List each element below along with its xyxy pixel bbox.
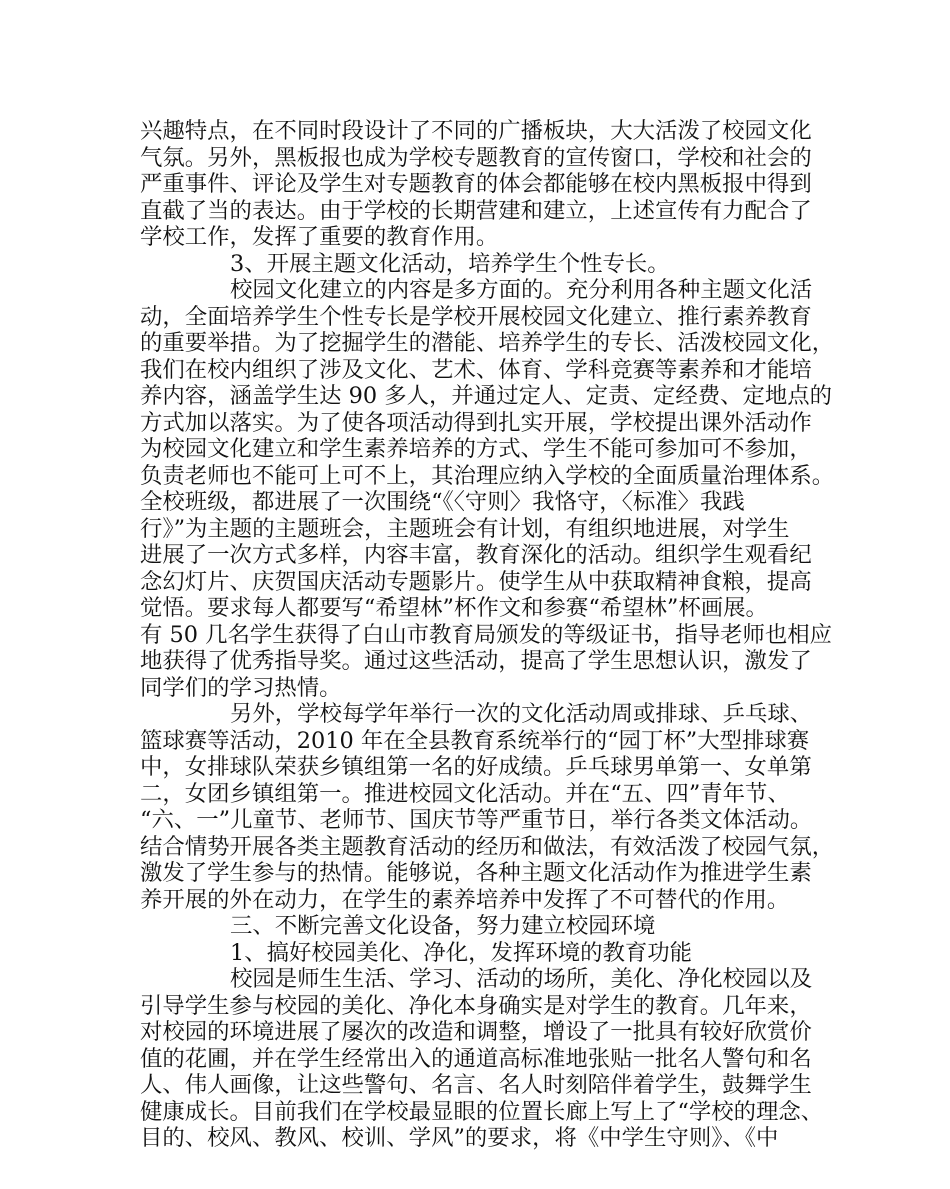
document-body <box>140 118 835 1152</box>
text-line: 3、开展主题文化活动，培养学生个性专长。 <box>230 250 670 277</box>
text-line: 校园是师生生活、学习、活动的场所，美化、净化校园以及 <box>230 966 813 992</box>
text-line: 健康成长。目前我们在学校最显眼的位置长廊上写上了“学校的理念、 <box>140 1098 824 1125</box>
text-line: 全校班级，都进展了一次围绕“《〈守则〉我恪守，〈标准〉我践 <box>140 489 745 515</box>
text-line: 对校园的环境进展了屡次的改造和调整，增设了一批具有较好欣赏价 <box>140 1019 812 1045</box>
text-line: 另外，学校每学年举行一次的文化活动周或排球、乒乓球、 <box>230 701 813 727</box>
text-line: 二，女团乡镇组第一。推进校园文化活动。并在“五、四”青年节、 <box>140 780 790 807</box>
text-line: 我们在校内组织了涉及文化、艺术、体育、学科竞赛等素养和才能培 <box>140 356 812 383</box>
text-line: 养内容，涵盖学生达 90 多人，并通过定人、定责、定经费、定地点的 <box>140 383 833 409</box>
text-line: “六、一”儿童节、老师节、国庆节等严重节日，举行各类文体活动。 <box>140 807 813 833</box>
text-line: 学校工作，发挥了重要的教育作用。 <box>140 224 499 250</box>
text-line: 念幻灯片、庆贺国庆活动专题影片。使学生从中获取精神食粮，提高 <box>140 568 812 595</box>
text-line: 为校园文化建立和学生素养培养的方式、学生不能可参加可不参加， <box>140 436 812 462</box>
text-line: 动，全面培养学生个性专长是学校开展校园文化建立、推行素养教育 <box>140 303 812 330</box>
text-line: 方式加以落实。为了使各项活动得到扎实开展，学校提出课外活动作 <box>140 409 812 436</box>
text-line: 有 50 几名学生获得了白山市教育局颁发的等级证书，指导老师也相应 <box>140 621 833 648</box>
text-line: 校园文化建立的内容是多方面的。充分利用各种主题文化活 <box>230 277 813 303</box>
text-line: 地获得了优秀指导奖。通过这些活动，提高了学生思想认识，激发了 <box>140 648 812 674</box>
text-line: 直截了当的表达。由于学校的长期营建和建立，上述宣传有力配合了 <box>140 197 812 224</box>
text-line: 人、伟人画像，让这些警句、名言、名人时刻陪伴着学生，鼓舞学生 <box>140 1072 812 1098</box>
text-line: 结合情势开展各类主题教育活动的经历和做法，有效活泼了校园气氛， <box>140 833 835 860</box>
text-line: 气氛。另外，黑板报也成为学校专题教育的宣传窗口，学校和社会的 <box>140 144 812 171</box>
text-line: 觉悟。要求每人都要写“希望林”杯作文和参赛“希望林”杯画展。 <box>140 595 768 621</box>
text-line: 值的花圃，并在学生经常出入的通道高标准地张贴一批名人警句和名 <box>140 1045 812 1072</box>
text-line: 目的、校风、教风、校训、学风”的要求，将《中学生守则》、《中 <box>140 1125 779 1151</box>
text-line: 行》”为主题的主题班会，主题班会有计划，有组织地进展，对学生 <box>140 515 790 542</box>
text-line: 进展了一次方式多样，内容丰富，教育深化的活动。组织学生观看纪 <box>140 542 812 568</box>
text-line: 养开展的外在动力，在学生的素养培养中发挥了不可替代的作用。 <box>140 886 790 913</box>
text-line: 1、搞好校园美化、净化，发挥环境的教育功能 <box>230 939 693 966</box>
text-line: 同学们的学习热情。 <box>140 674 342 701</box>
text-line: 篮球赛等活动，2010 年在全县教育系统举行的“园丁杯”大型排球赛 <box>140 727 810 754</box>
text-line: 兴趣特点，在不同时段设计了不同的广播板块，大大活泼了校园文化 <box>140 118 812 144</box>
text-line: 负责老师也不能可上可不上，其治理应纳入学校的全面质量治理体系。 <box>140 462 835 489</box>
text-line: 中，女排球队荣获乡镇组第一名的好成绩。乒乓球男单第一、女单第 <box>140 754 812 780</box>
text-line: 三、不断完善文化设备，努力建立校园环境 <box>230 913 656 939</box>
text-line: 激发了学生参与的热情。能够说，各种主题文化活动作为推进学生素 <box>140 860 812 886</box>
text-line: 的重要举措。为了挖掘学生的潜能、培养学生的专长、活泼校园文化， <box>140 330 835 356</box>
text-line: 引导学生参与校园的美化、净化本身确实是对学生的教育。几年来， <box>140 992 812 1019</box>
text-line: 严重事件、评论及学生对专题教育的体会都能够在校内黑板报中得到 <box>140 171 812 197</box>
